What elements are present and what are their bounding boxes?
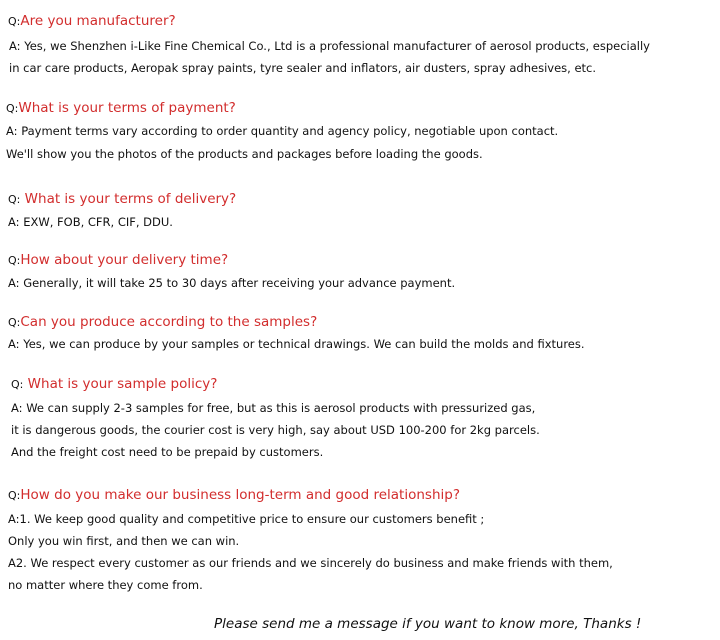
question-text: Can you produce according to the samples? — [20, 314, 318, 330]
faq-answer-3-line-1: A: EXW, FOB, CFR, CIF, DDU. — [8, 215, 173, 229]
question-prefix: Q: — [6, 102, 19, 115]
question-text: What is your terms of payment? — [18, 100, 236, 116]
question-prefix: Q: — [8, 15, 21, 28]
question-prefix: Q: — [8, 254, 21, 267]
faq-question-1 — [8, 11, 176, 31]
faq-answer-7-line-2: Only you win first, and then we can win. — [8, 534, 240, 548]
faq-answer-2-line-2: We'll show you the photos of the products and packages before loading the goods. — [6, 147, 483, 161]
faq-answer-6-line-3: And the freight cost need to be prepaid by customers. — [11, 445, 324, 459]
faq-answer-6-line-2: it is dangerous goods, the courier cost is very high, say about USD 100-200 for 2kg parcels. — [11, 423, 540, 437]
faq-answer-7-line-1: A:1. We keep good quality and competitive price to ensure our customers benefit ; — [8, 512, 485, 526]
faq-question-7 — [8, 485, 460, 505]
faq-answer-6-line-1: A: We can supply 2-3 samples for free, but as this is aerosol products with pressurized gas, — [11, 401, 536, 415]
faq-answer-1-line-2: in car care products, Aeropak spray paints, tyre sealer and inflators, air dusters, spray adhesives, etc. — [9, 61, 597, 75]
question-text: How do you make our business long-term and good relationship? — [20, 487, 460, 503]
question-prefix: Q: — [8, 316, 21, 329]
question-text: What is your sample policy? — [23, 376, 218, 392]
faq-answer-5-line-1: A: Yes, we can produce by your samples or technical drawings. We can build the molds and fixtures. — [8, 337, 585, 351]
faq-answer-4-line-1: A: Generally, it will take 25 to 30 days after receiving your advance payment. — [8, 276, 456, 290]
question-text: How about your delivery time? — [20, 252, 229, 268]
faq-answer-1-line-1: A: Yes, we Shenzhen i-Like Fine Chemical Co., Ltd is a professional manufacturer of aerosol products, especially — [9, 39, 650, 53]
faq-question-4 — [8, 250, 228, 270]
faq-question-6 — [11, 374, 217, 394]
question-prefix: Q: — [11, 378, 24, 391]
question-text: Are you manufacturer? — [20, 13, 176, 29]
contact-footer-message: Please send me a message if you want to know more, Thanks ! — [214, 616, 642, 632]
faq-question-2 — [6, 98, 236, 118]
question-text: What is your terms of delivery? — [20, 191, 237, 207]
faq-answer-7-line-4: no matter where they come from. — [8, 578, 203, 592]
faq-question-5 — [8, 312, 317, 332]
question-prefix: Q: — [8, 193, 21, 206]
question-prefix: Q: — [8, 489, 21, 502]
faq-answer-7-line-3: A2. We respect every customer as our friends and we sincerely do business and make friends with them, — [8, 556, 613, 570]
faq-question-3 — [8, 189, 236, 209]
faq-answer-2-line-1: A: Payment terms vary according to order quantity and agency policy, negotiable upon contact. — [6, 124, 559, 138]
